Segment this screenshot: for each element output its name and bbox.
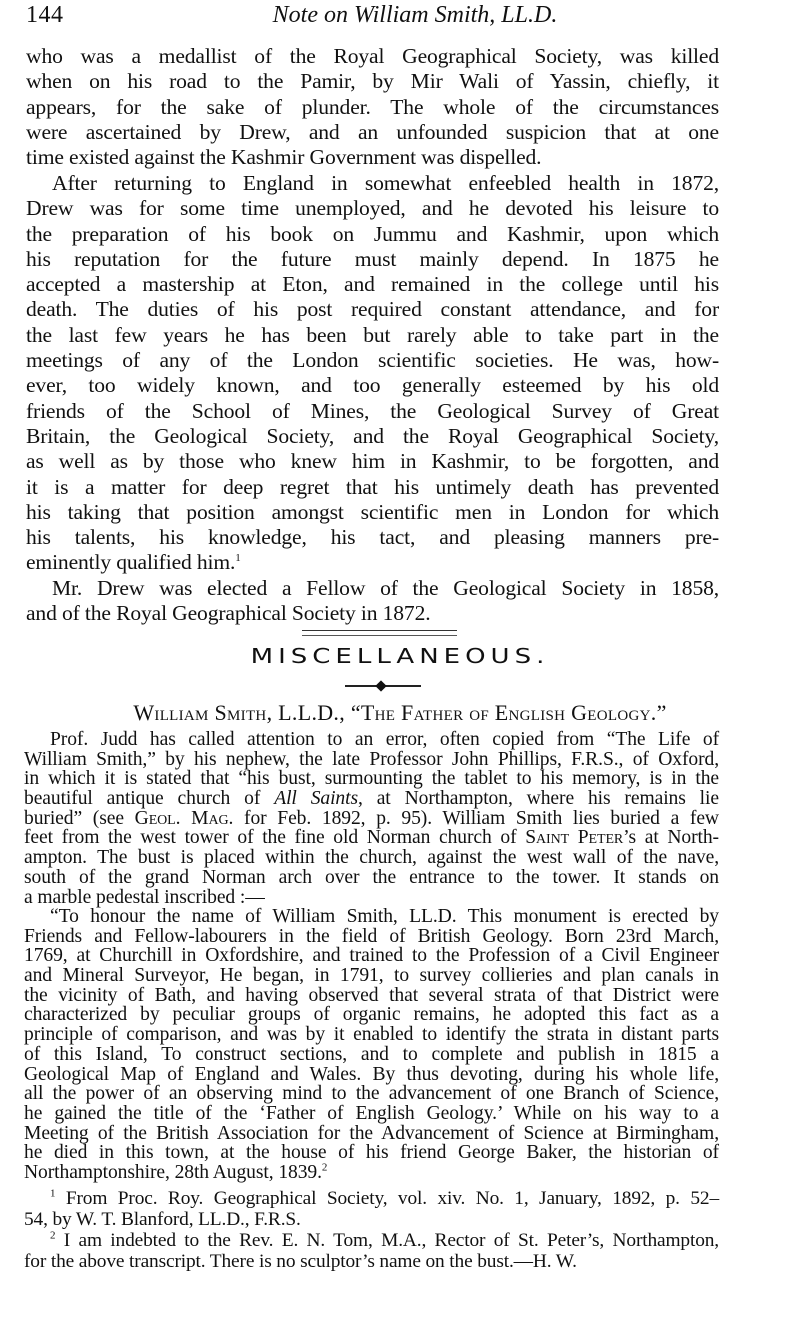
text-line: his talents, his knowledge, his tact, and pleasing manners pre- [26, 525, 719, 550]
text-line [24, 1163, 719, 1183]
section-heading [0, 645, 800, 668]
text-line: Meeting of the British Association for the Advancement of Science at Birmingham, [24, 1122, 719, 1144]
text-line: Geological Map of England and Wales. By thus devoting, during his whole life, [24, 1063, 719, 1085]
text-run: Northamptonshire, 28th August, 1839. [24, 1161, 322, 1183]
text-line: he died in this town, at the house of his friend George Baker, the historian of [24, 1142, 719, 1164]
text-line: death. The duties of his post required constant attendance, and for [26, 297, 719, 322]
text-line: in which it is stated that “his bust, surmounting the tablet to his memory, is in the [24, 768, 719, 790]
church-name-smallcaps: Saint Peter [525, 827, 624, 849]
text-run: , at Northampton, where his remains lie [358, 788, 719, 810]
text-line: ever, too widely known, and too generally esteemed by his old [26, 373, 719, 398]
footnote-1 [24, 1188, 719, 1209]
footnote-2 [24, 1230, 719, 1251]
footnote-1-cont: 54, by W. T. Blanford, LL.D., F.R.S. [24, 1209, 301, 1230]
text-line: his reputation for the future must mainly depend. In 1875 he [26, 246, 719, 271]
text-line: a marble pedestal inscribed :— [24, 886, 265, 908]
text-line: were ascertained by Drew, and an unfounded suspicion that at one [26, 119, 719, 144]
continuation-paragraph [26, 44, 719, 170]
text-line: as well as by those who knew him in Kashmir, to be forgotten, and [26, 449, 719, 474]
text-line: who was a medallist of the Royal Geographical Society, was killed [26, 44, 719, 68]
footnotes [24, 1188, 719, 1272]
title-name: William Smith [133, 700, 267, 725]
text-line: all the power of an observing mind to the advancement of one Branch of Science, [24, 1083, 719, 1105]
text-run: I am indebted to the Rev. E. N. Tom, M.A., Rector of St. Peter’s, Northampton, [63, 1230, 719, 1251]
text-line: accepted a mastership at Eton, and remained in the college until his [26, 272, 719, 297]
text-line [26, 550, 719, 575]
text-line: and of the Royal Geographical Society in 1872. [26, 601, 431, 626]
running-title: Note on William Smith, LL.D. [272, 2, 558, 28]
text-line: the last few years he has been but rarely able to take part in the [26, 322, 719, 347]
page-number: 144 [26, 2, 64, 28]
text-run: buried” (see [24, 807, 124, 829]
text-run: beautiful antique church of [24, 788, 261, 810]
text-line: William Smith,” by his nephew, the late Professor John Phillips, F.R.S., of Oxford, [24, 748, 719, 770]
text-run: From Proc. Roy. Geographical Society, vol. xiv. No. 1, January, 1892, p. 52– [65, 1188, 719, 1209]
title-degree: , L.L.D., “ [266, 700, 361, 725]
text-line [24, 789, 719, 809]
text-line [24, 828, 719, 848]
page-header [0, 0, 800, 40]
text-line: “To honour the name of William Smith, LL.D. This monument is erected by [50, 906, 719, 927]
journal-abbrev: Geol. Mag. [134, 807, 234, 829]
text-run: for Feb. 1892, p. 95). William Smith lies buried a few [244, 807, 719, 829]
diamond-icon [375, 680, 386, 691]
text-line: Friends and Fellow-labourers in the field of British Geology. Born 23rd March, [24, 925, 719, 947]
text-line: friends of the School of Mines, the Geological Survey of Great [26, 398, 719, 423]
text-line: and Mineral Surveyor, He began, in 1791, to survey collieries and plan canals in [24, 965, 719, 987]
paragraph-drew-fellowships [26, 576, 719, 627]
text-run: feet from the west tower of the fine old Norman church of [24, 827, 517, 849]
footnote-2-cont: for the above transcript. There is no sculptor’s name on the bust.—H. W. [24, 1251, 577, 1272]
article-intro-paragraph [24, 730, 719, 907]
article-title [0, 700, 800, 726]
text-run: eminently qualified him. [26, 550, 236, 575]
section-divider-rule [302, 630, 457, 636]
title-epithet: The Father of English Geology. [360, 700, 657, 725]
church-name-italic: All Saints [274, 788, 358, 810]
text-line: his taking that position amongst scientific men in London for which [26, 499, 719, 524]
text-line: it is a matter for deep regret that his untimely death has prevented [26, 474, 719, 499]
text-line: After returning to England in somewhat enfeebled health in 1872, [52, 171, 719, 195]
text-run: ’s at North- [623, 827, 719, 849]
text-line: appears, for the sake of plunder. The whole of the circumstances [26, 94, 719, 119]
text-line: time existed against the Kashmir Government was dispelled. [26, 145, 542, 170]
text-line: Britain, the Geological Society, and the Royal Geographical Society, [26, 423, 719, 448]
text-line: the vicinity of Bath, and having observed that several strata of that District were [24, 984, 719, 1006]
text-line: Prof. Judd has called attention to an error, often copied from “The Life of [50, 729, 719, 750]
text-line: 1769, at Churchill in Oxfordshire, and trained to the Profession of a Civil Engineer [24, 945, 719, 967]
section-heading-text: MISCELLANEOUS. [250, 645, 550, 669]
paragraph-drew-career [26, 171, 719, 576]
title-close-quote: ” [656, 700, 667, 725]
footnote-ref-1[interactable]: 1 [235, 552, 241, 565]
text-line [24, 809, 719, 829]
text-line: he gained the title of the ‘Father of English Geology.’ While on his way to a [24, 1102, 719, 1124]
inscription-paragraph [24, 907, 719, 1183]
text-line: of this Island, To construct sections, and to complete and publish in 1815 a [24, 1043, 719, 1065]
text-line: when on his road to the Pamir, by Mir Wali of Yassin, chiefly, it [26, 69, 719, 94]
text-line: Drew was for some time unemployed, and he devoted his leisure to [26, 196, 719, 221]
footnote-marker: 2 [50, 1229, 56, 1242]
text-line: south of the grand Norman arch over the entrance to the tower. It stands on [24, 866, 719, 888]
text-line: principle of comparison, and was by it enabled to identify the strata in distant parts [24, 1024, 719, 1046]
text-line: characterized by peculiar groups of organic remains, he adopted this fact as a [24, 1004, 719, 1026]
text-line: the preparation of his book on Jummu and Kashmir, upon which [26, 221, 719, 246]
ornament-divider-icon [345, 681, 421, 691]
text-line: Mr. Drew was elected a Fellow of the Geological Society in 1858, [52, 576, 719, 600]
text-line: ampton. The bust is placed within the church, against the west wall of the nave, [24, 847, 719, 869]
footnote-ref-2[interactable]: 2 [321, 1161, 328, 1174]
footnote-marker: 1 [50, 1187, 56, 1200]
text-line: meetings of any of the London scientific societies. He was, how- [26, 348, 719, 373]
